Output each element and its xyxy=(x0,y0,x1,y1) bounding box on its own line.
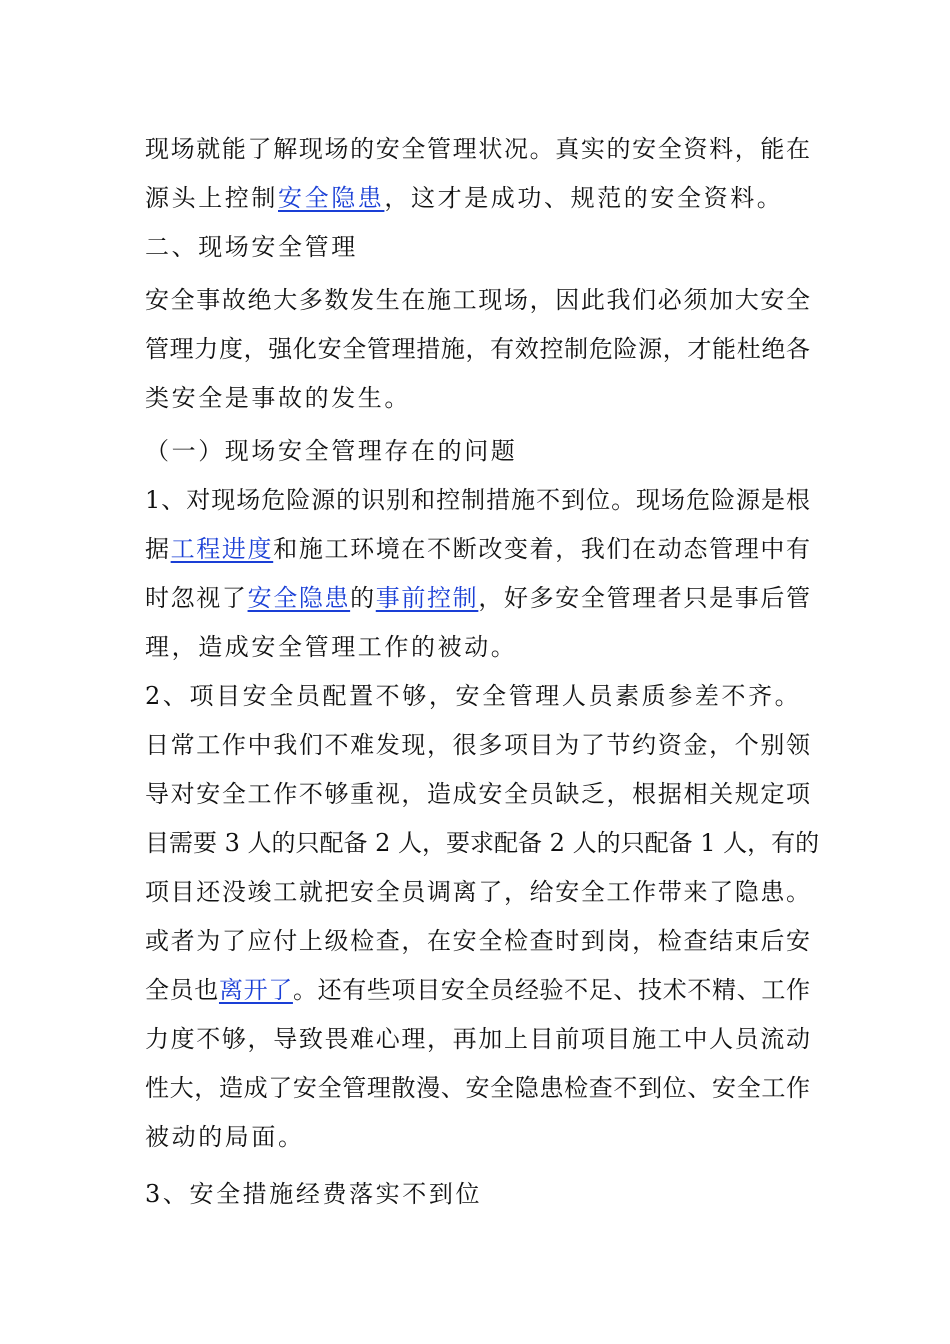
text-segment: 。还有些项目安全员经验不足、技术不精、工作 xyxy=(292,976,811,1004)
document-page xyxy=(145,125,820,1219)
text-line xyxy=(145,574,810,623)
text-line xyxy=(145,1113,810,1162)
text-line xyxy=(145,1064,810,1113)
text-segment: 源头上控制 xyxy=(145,184,278,212)
text-line xyxy=(145,721,810,770)
text-line xyxy=(145,525,810,574)
text-line xyxy=(145,917,810,966)
text-segment: 项目还没竣工就把安全员调离了，给安全工作带来了隐患。 xyxy=(145,878,810,906)
text-line xyxy=(145,770,810,819)
text-segment: 类安全是事故的发生。 xyxy=(145,384,411,412)
text-segment: 被动的局面。 xyxy=(145,1123,305,1151)
text-line xyxy=(145,1015,810,1064)
text-segment: 或者为了应付上级检查，在安全检查时到岗，检查结束后安 xyxy=(145,927,810,955)
text-segment: 2、项目安全员配置不够，安全管理人员素质参差不齐。 xyxy=(145,682,802,710)
link-safety-hazard[interactable]: 安全隐患 xyxy=(278,184,385,212)
text-segment: 理，造成安全管理工作的被动。 xyxy=(145,633,518,661)
text-line xyxy=(145,325,810,374)
text-segment: （一）现场安全管理存在的问题 xyxy=(145,437,518,465)
text-segment: ，好多安全管理者只是事后管 xyxy=(478,584,811,612)
text-segment: ，这才是成功、规范的安全资料。 xyxy=(384,184,784,212)
text-segment: 3、安全措施经费落实不到位 xyxy=(145,1180,483,1208)
text-line xyxy=(145,819,820,868)
text-segment: 目需要 3 人的只配备 2 人，要求配备 2 人的只配备 1 人，有的 xyxy=(145,829,820,857)
text-segment: 1、对现场危险源的识别和控制措施不到位。现场危险源是根 xyxy=(145,486,810,514)
text-line xyxy=(145,476,810,525)
text-line xyxy=(145,966,810,1015)
text-segment: 安全事故绝大多数发生在施工现场，因此我们必须加大安全 xyxy=(145,286,810,314)
text-segment: 导对安全工作不够重视，造成安全员缺乏，根据相关规定项 xyxy=(145,780,810,808)
text-segment: 时忽视了 xyxy=(145,584,248,612)
text-line xyxy=(145,623,810,672)
text-segment: 性大，造成了安全管理散漫、安全隐患检查不到位、安全工作 xyxy=(145,1074,810,1102)
text-segment: 全员也 xyxy=(145,976,219,1004)
text-segment: 的 xyxy=(350,584,376,612)
text-segment: 二、现场安全管理 xyxy=(145,233,358,261)
text-line xyxy=(145,174,810,223)
text-segment: 据 xyxy=(145,535,171,563)
text-line xyxy=(145,868,810,917)
text-segment: 力度不够，导致畏难心理，再加上目前项目施工中人员流动 xyxy=(145,1025,810,1053)
text-line xyxy=(145,374,810,423)
link-safety-hazard-2[interactable]: 安全隐患 xyxy=(247,584,351,612)
text-line xyxy=(145,125,810,174)
link-prior-control[interactable]: 事前控制 xyxy=(375,584,479,612)
text-segment: 日常工作中我们不难发现，很多项目为了节约资金，个别领 xyxy=(145,731,810,759)
text-segment: 和施工环境在不断改变着，我们在动态管理中有 xyxy=(273,535,811,563)
subsection-heading xyxy=(145,427,810,476)
section-heading xyxy=(145,223,810,272)
text-line xyxy=(145,1170,810,1219)
text-segment: 现场就能了解现场的安全管理状况。真实的安全资料，能在 xyxy=(145,135,810,163)
text-segment: 管理力度，强化安全管理措施，有效控制危险源，才能杜绝各 xyxy=(145,335,810,363)
link-project-progress[interactable]: 工程进度 xyxy=(170,535,274,563)
text-line xyxy=(145,672,810,721)
text-line xyxy=(145,276,810,325)
link-left[interactable]: 离开了 xyxy=(218,976,293,1004)
